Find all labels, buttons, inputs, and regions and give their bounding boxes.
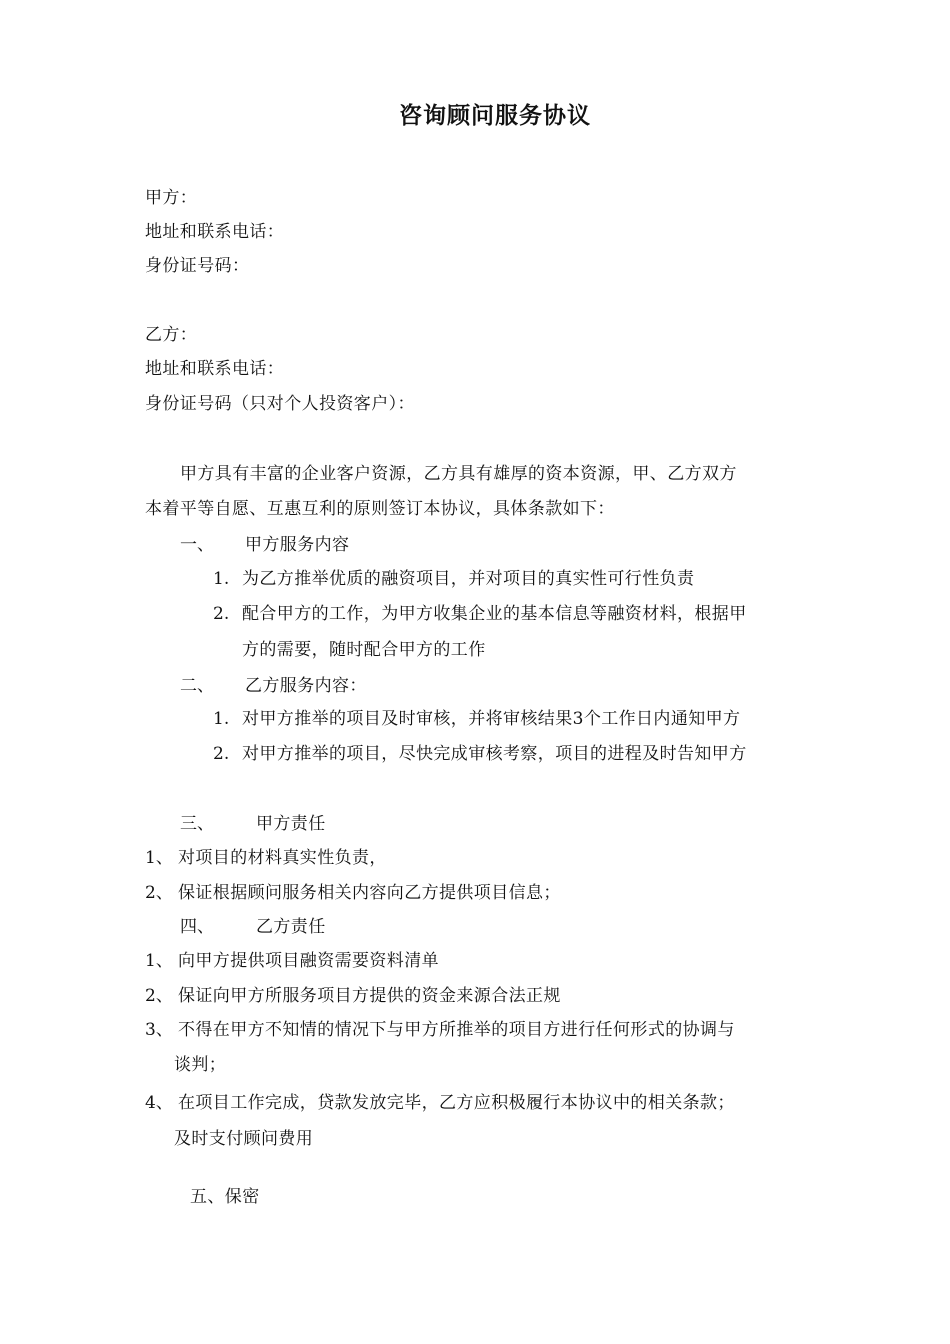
document-title: 咨询顾问服务协议 (399, 102, 591, 129)
section-heading: 甲方服务内容 (245, 535, 350, 555)
section-number: 一、 (180, 535, 214, 555)
list-item-text: 对甲方推举的项目，尽快完成审核考察，项目的进程及时告知甲方 (242, 744, 747, 764)
list-item-text: 保证根据顾问服务相关内容向乙方提供项目信息； (178, 883, 561, 903)
party-a-id: 身份证号码： (145, 256, 250, 276)
list-item-number: 1. (213, 709, 230, 729)
section-heading: 甲方责任 (256, 814, 326, 834)
list-item-number: 2. (213, 744, 230, 764)
party-b-id: 身份证号码（只对个人投资客户）： (145, 394, 415, 414)
list-item-text: 为乙方推举优质的融资项目，并对项目的真实性可行性负责 (242, 569, 695, 589)
party-a-label: 甲方： (145, 188, 198, 208)
list-item-number: 1、 (145, 951, 173, 971)
list-item-number: 4、 (145, 1093, 173, 1113)
list-item-text: 对甲方推举的项目及时审核，并将审核结果3个工作日内通知甲方 (242, 709, 741, 729)
list-item-text: 向甲方提供项目融资需要资料清单 (178, 951, 439, 971)
section-heading: 乙方服务内容： (245, 676, 367, 696)
list-item-text-continued: 谈判； (174, 1055, 227, 1075)
section-heading: 乙方责任 (256, 917, 326, 937)
section-number: 二、 (180, 676, 214, 696)
party-b-address: 地址和联系电话： (145, 359, 285, 379)
party-a-address: 地址和联系电话： (145, 222, 285, 242)
list-item-text-continued: 及时支付顾问费用 (174, 1129, 314, 1149)
section-number: 四、 (180, 917, 214, 937)
intro-line-2: 本着平等自愿、互惠互利的原则签订本协议，具体条款如下： (145, 499, 615, 519)
list-item-number: 2、 (145, 883, 173, 903)
list-item-number: 2. (213, 604, 230, 624)
list-item-text: 在项目工作完成，贷款发放完毕，乙方应积极履行本协议中的相关条款； (178, 1093, 735, 1113)
list-item-number: 1、 (145, 848, 173, 868)
list-item-number: 1. (213, 569, 230, 589)
list-item-text: 不得在甲方不知情的情况下与甲方所推举的项目方进行任何形式的协调与 (178, 1020, 735, 1040)
list-item-text: 保证向甲方所服务项目方提供的资金来源合法正规 (178, 986, 561, 1006)
list-item-number: 2、 (145, 986, 173, 1006)
party-b-label: 乙方： (145, 325, 198, 345)
list-item-number: 3、 (145, 1020, 173, 1040)
list-item-text: 对项目的材料真实性负责， (178, 848, 387, 868)
section-number: 三、 (180, 814, 214, 834)
section-heading: 五、保密 (190, 1187, 260, 1207)
intro-line-1: 甲方具有丰富的企业客户资源，乙方具有雄厚的资本资源，甲、乙方双方 (180, 464, 737, 484)
list-item-text-continued: 方的需要，随时配合甲方的工作 (242, 640, 486, 660)
list-item-text: 配合甲方的工作，为甲方收集企业的基本信息等融资材料，根据甲 (242, 604, 747, 624)
